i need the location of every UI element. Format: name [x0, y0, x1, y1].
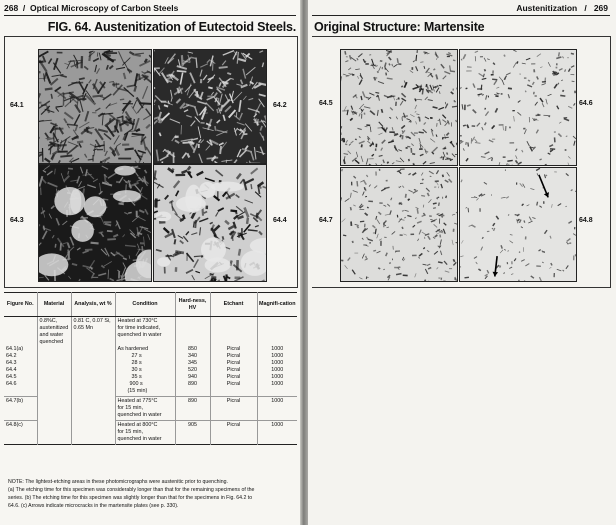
etch-cell: Picral [226, 367, 241, 373]
row1-figs [4, 317, 37, 397]
cond-line: quenched in water [117, 412, 162, 418]
row3-condition [115, 421, 175, 445]
mag-cell [260, 325, 296, 332]
row1-condition [115, 317, 175, 397]
left-head-rule [4, 15, 296, 16]
fig-cell: 64.2 [6, 353, 17, 359]
micrograph-64-6 [459, 49, 577, 166]
left-running-title: Optical Microscopy of Carbon Steels [30, 3, 179, 13]
mag-cell [260, 339, 296, 346]
fig-cell [6, 325, 35, 332]
col-etchant: Etchant [210, 293, 257, 317]
mag-cell [260, 318, 296, 325]
label-64-4: 64.4 [273, 217, 287, 224]
micrograph-64-7 [340, 167, 458, 282]
analysis-cell: 0.81 C, 0.07 Si, 0.65 Mn [71, 317, 115, 445]
left-figure-title: FIG. 64. Austenitization of Eutectoid Steels. [47, 20, 296, 34]
cond-line [118, 339, 173, 346]
etch-cell [213, 332, 255, 339]
mag-cell [260, 332, 296, 339]
right-running-title: Austenitization [516, 3, 578, 13]
micrograph-64-8 [459, 167, 577, 282]
hv-cell: 940 [188, 374, 197, 380]
row3-etchant: Picral [210, 421, 257, 445]
etch-cell: Picral [226, 374, 241, 380]
cond-line: for time indicated, [117, 325, 161, 331]
label-64-5: 64.5 [319, 100, 333, 107]
row2-etchant: Picral [210, 397, 257, 421]
row1-magnification [257, 317, 297, 397]
mag-cell: 1000 [271, 353, 284, 359]
table-header-row [4, 293, 297, 317]
footnote-line: (a) The etching time for this specimen was considerably longer than that for the remaining specimens of the [8, 487, 255, 493]
footnote-line: NOTE: The lightest-etching areas in these photomicrographs were austenitic prior to quenching. [8, 479, 228, 485]
hv-cell: 520 [188, 367, 197, 373]
fig-cell: 64.1(a) [6, 346, 24, 352]
mag-cell: 1000 [271, 360, 284, 366]
fig-cell: 64.6 [6, 381, 17, 387]
cond-line: (15 min) [127, 388, 148, 394]
col-figure-no: Figure No. [4, 293, 37, 317]
cond-line: quenched in water [117, 436, 162, 442]
col-condition: Condition [115, 293, 175, 317]
hv-cell: 850 [188, 346, 197, 352]
cond-line: for 15 min, [117, 405, 143, 411]
table-row [4, 317, 297, 397]
row2-condition [115, 397, 175, 421]
row1-hardness [175, 317, 210, 397]
footnote-line: 64.6. (c) Arrows indicate microcracks in the martensite plates (see p. 330). [8, 503, 179, 509]
cond-line: 28 s [131, 360, 142, 366]
cond-line: Heated at 800°C [117, 422, 158, 428]
material-cell: 0.8%C, austenitized and water quenched [37, 317, 71, 445]
footnote-line: series. (b) The etching time for this specimen was slightly longer than that for the specimens in Fig. 64.2 to [8, 495, 253, 501]
etch-cell: Picral [226, 360, 241, 366]
hv-cell: 340 [188, 353, 197, 359]
fig-cell: 64.4 [6, 367, 17, 373]
col-material: Material [37, 293, 71, 317]
etch-cell: Picral [226, 353, 241, 359]
etch-cell [213, 325, 255, 332]
etch-cell [213, 339, 255, 346]
row2-figs: 64.7(b) [4, 397, 37, 421]
row3-hardness: 905 [175, 421, 210, 445]
hv-cell [178, 339, 208, 346]
cond-line: 30 s [131, 367, 142, 373]
col-magnification: Magnifi-cation [257, 293, 297, 317]
cond-line: quenched in water [117, 332, 162, 338]
label-64-1: 64.1 [10, 102, 24, 109]
cond-line: Heated at 730°C [117, 318, 158, 324]
slash-separator: / [20, 3, 28, 13]
specimen-table [4, 292, 297, 445]
slash-separator: / [579, 3, 592, 13]
etch-cell [213, 318, 255, 325]
right-figure-title: Original Structure: Martensite [314, 20, 485, 34]
col-hardness: Hard-ness, HV [175, 293, 210, 317]
etch-cell: Picral [226, 346, 241, 352]
micrograph-64-1 [38, 49, 152, 164]
mag-cell: 1000 [271, 367, 284, 373]
hv-cell [178, 325, 208, 332]
micrograph-64-5 [340, 49, 458, 166]
hv-cell: 890 [188, 381, 197, 387]
fig-cell: 64.3 [6, 360, 17, 366]
hv-cell [178, 332, 208, 339]
hv-cell [178, 318, 208, 325]
row3-magnification: 1000 [271, 422, 284, 428]
book-gutter [300, 0, 308, 525]
fig-cell: 64.5 [6, 374, 17, 380]
label-64-7: 64.7 [319, 217, 333, 224]
left-running-head [4, 3, 178, 13]
micrograph-64-2 [153, 49, 267, 164]
row2-hardness: 890 [175, 397, 210, 421]
row2-magnification: 1000 [271, 398, 284, 404]
label-64-8: 64.8 [579, 217, 593, 224]
row3-figs: 64.8(c) [4, 421, 37, 445]
right-page [308, 0, 616, 525]
mag-cell: 1000 [271, 381, 284, 387]
cond-line: 900 s [129, 381, 143, 387]
mag-cell: 1000 [271, 346, 284, 352]
fig-cell [6, 318, 35, 325]
mag-cell: 1000 [271, 374, 284, 380]
cond-line: As hardened [117, 346, 149, 352]
cond-line: 27 s [131, 353, 142, 359]
cond-line: 35 s [131, 374, 142, 380]
micrograph-64-4 [153, 164, 267, 282]
col-analysis: Analysis, wt % [71, 293, 115, 317]
label-64-3: 64.3 [10, 217, 24, 224]
hv-cell: 345 [188, 360, 197, 366]
left-page-number: 268 [4, 3, 19, 13]
right-running-head [516, 3, 608, 13]
row1-etchant [210, 317, 257, 397]
cond-line: Heated at 775°C [117, 398, 158, 404]
table-footnotes [8, 478, 296, 510]
etch-cell: Picral [226, 381, 241, 387]
label-64-6: 64.6 [579, 100, 593, 107]
right-page-number: 269 [593, 3, 608, 13]
left-page [0, 0, 300, 525]
label-64-2: 64.2 [273, 102, 287, 109]
right-head-rule [312, 15, 610, 16]
micrograph-64-3 [38, 164, 152, 282]
cond-line: for 15 min, [117, 429, 143, 435]
